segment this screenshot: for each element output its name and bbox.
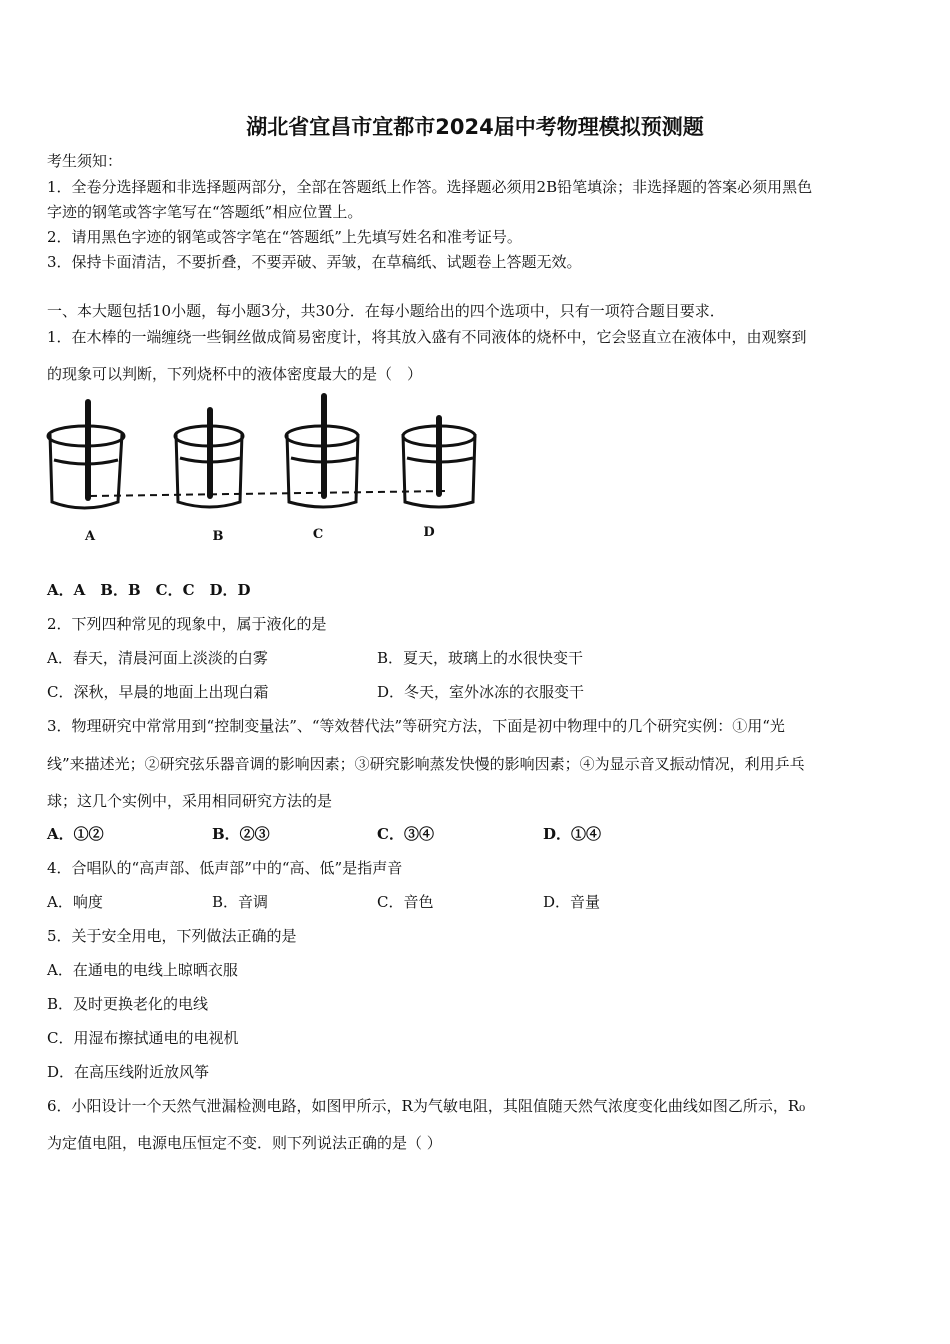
question-4-stem: 4．合唱队的“高声部、低声部”中的“高、低”是指声音 bbox=[47, 859, 403, 877]
question-4-option-d: D．音量 bbox=[543, 893, 601, 911]
question-5-option-d: D．在高压线附近放风筝 bbox=[47, 1063, 210, 1081]
question-6-stem-cont: 为定值电阻，电源电压恒定不变．则下列说法正确的是（ ） bbox=[47, 1134, 442, 1152]
figure-label-b: B bbox=[212, 529, 224, 544]
notice-line: 字迹的钢笔或答字笔写在“答题纸”相应位置上。 bbox=[47, 203, 363, 221]
question-2-option-b: B．夏天，玻璃上的水很快变干 bbox=[377, 649, 584, 667]
question-3-stem-cont: 线”来描述光；②研究弦乐器音调的影响因素；③研究影响蒸发快慢的影响因素；④为显示音叉振动情况，利用乒乓 bbox=[47, 755, 805, 773]
question-1-stem-cont: 的现象可以判断，下列烧杯中的液体密度最大的是（ ） bbox=[47, 365, 423, 383]
question-2-option-a: A．春天，清晨河面上淡淡的白雾 bbox=[47, 649, 268, 667]
notice-heading: 考生须知： bbox=[47, 152, 123, 170]
question-3-option-c: C．③④ bbox=[377, 825, 434, 843]
figure-label-c: C bbox=[312, 527, 324, 542]
question-4-option-c: C．音色 bbox=[377, 893, 434, 911]
question-5-option-c: C．用湿布擦拭通电的电视机 bbox=[47, 1029, 239, 1047]
question-3-option-a: A．①② bbox=[47, 825, 104, 843]
question-1-options: A．A B．B C．C D．D bbox=[47, 581, 251, 599]
figure-label-a: A bbox=[84, 529, 96, 544]
question-1-stem: 1．在木棒的一端缠绕一些铜丝做成简易密度计，将其放入盛有不同液体的烧杯中，它会竖直立在液体中，由观察到 bbox=[47, 328, 807, 346]
question-5-stem: 5．关于安全用电，下列做法正确的是 bbox=[47, 927, 297, 945]
question-6-stem: 6．小阳设计一个天然气泄漏检测电路，如图甲所示，R为气敏电阻，其阻值随天然气浓度变化曲线如图乙所示，R₀ bbox=[47, 1097, 806, 1115]
notice-line: 3．保持卡面清洁，不要折叠，不要弄破、弄皱，在草稿纸、试题卷上答题无效。 bbox=[47, 253, 582, 271]
section-heading: 一、本大题包括10小题，每小题3分，共30分．在每小题给出的四个选项中，只有一项符合题目要求． bbox=[47, 302, 725, 320]
beaker-figure bbox=[44, 388, 494, 548]
question-4-option-b: B．音调 bbox=[212, 893, 269, 911]
question-2-stem: 2．下列四种常见的现象中，属于液化的是 bbox=[47, 615, 327, 633]
question-4-option-a: A．响度 bbox=[47, 893, 103, 911]
question-3-stem-cont: 球；这几个实例中，采用相同研究方法的是 bbox=[47, 792, 333, 810]
question-5-option-a: A．在通电的电线上晾晒衣服 bbox=[47, 961, 238, 979]
notice-line: 1．全卷分选择题和非选择题两部分，全部在答题纸上作答。选择题必须用2B铅笔填涂；非选择题的答案必须用黑色 bbox=[47, 178, 813, 196]
page-title: 湖北省宜昌市宜都市2024届中考物理模拟预测题 bbox=[246, 115, 704, 139]
reference-dashed-line bbox=[90, 491, 448, 496]
question-3-option-d: D．①④ bbox=[543, 825, 602, 843]
figure-label-d: D bbox=[423, 525, 435, 540]
question-2-option-d: D．冬天，室外冰冻的衣服变干 bbox=[377, 683, 585, 701]
question-3-stem: 3．物理研究中常常用到“控制变量法”、“等效替代法”等研究方法，下面是初中物理中的几个研究实例：①用“光 bbox=[47, 717, 785, 735]
question-5-option-b: B．及时更换老化的电线 bbox=[47, 995, 209, 1013]
notice-line: 2．请用黑色字迹的钢笔或答字笔在“答题纸”上先填写姓名和准考证号。 bbox=[47, 228, 522, 246]
question-2-option-c: C．深秋，早晨的地面上出现白霜 bbox=[47, 683, 269, 701]
question-3-option-b: B．②③ bbox=[212, 825, 270, 843]
